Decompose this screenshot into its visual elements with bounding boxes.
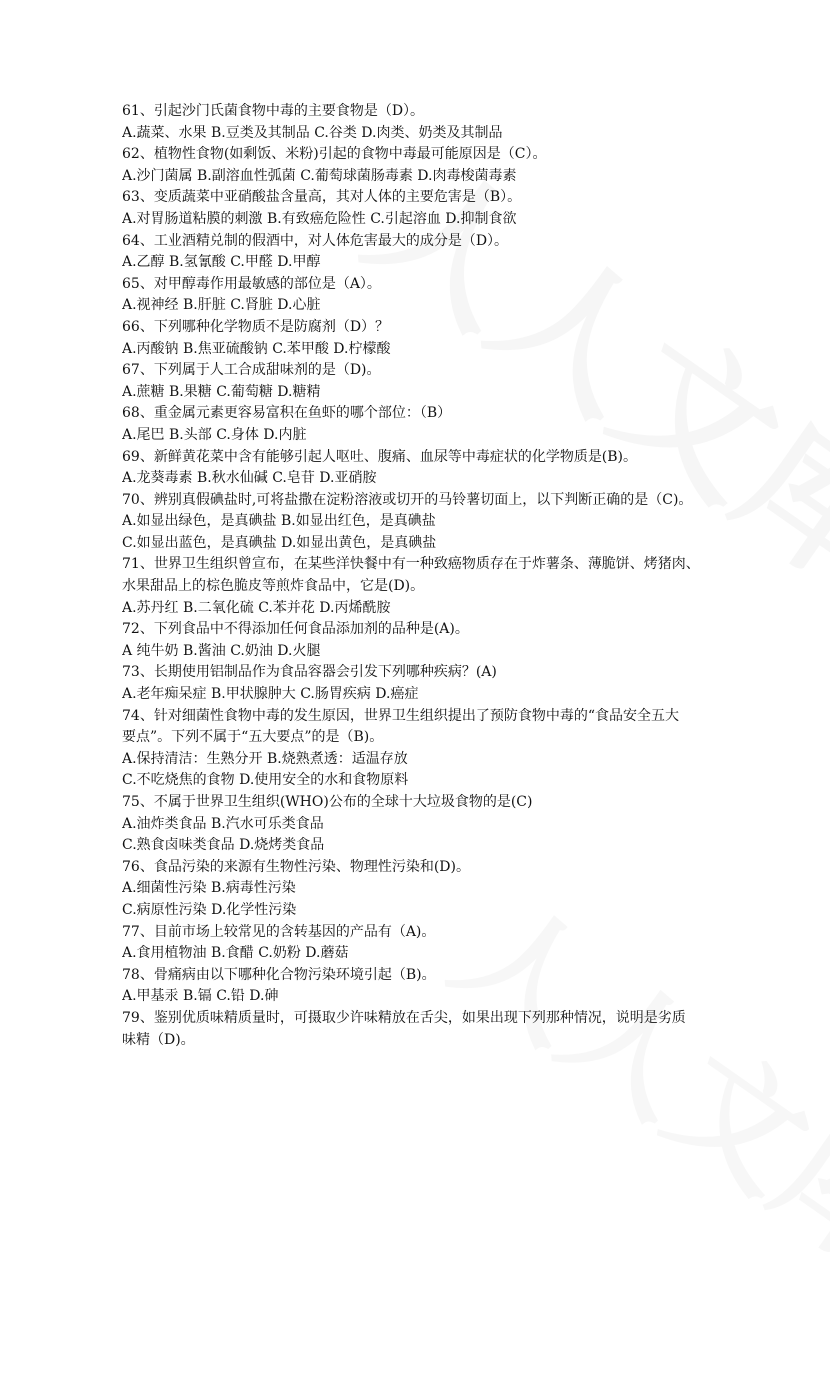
question-text: 65、对甲醇毒作用最敏感的部位是（A）。 [122,275,381,292]
answer-options: A.甲基汞 B.镉 C.铅 D.砷 [122,988,279,1005]
answer-options: C.熟食卤味类食品 D.烧烤类食品 [122,837,325,854]
answer-options: A.蔗糖 B.果糖 C.葡萄糖 D.糖精 [122,383,321,400]
answer-options: A.沙门菌属 B.副溶血性弧菌 C.葡萄球菌肠毒素 D.肉毒梭菌毒素 [122,167,517,184]
question-text: 73、长期使用铝制品作为食品容器会引发下列哪种疾病？(A) [122,664,497,681]
question-text: 74、针对细菌性食物中毒的发生原因，世界卫生组织提出了预防食物中毒的“食品安全五大 [122,707,679,724]
question-text: 76、食品污染的来源有生物性污染、物理性污染和(D)。 [122,858,470,875]
question-text: 69、新鲜黄花菜中含有能够引起人呕吐、腹痛、血尿等中毒症状的化学物质是(B)。 [122,448,638,465]
answer-options: C.如显出蓝色，是真碘盐 D.如显出黄色，是真碘盐 [122,534,437,551]
answer-options: 味精（D)。 [122,1031,195,1048]
question-text: 78、骨痛病由以下哪种化合物污染环境引起（B)。 [122,966,436,983]
answer-options: A.保持清洁：生熟分开 B.烧熟煮透：适温存放 [122,750,408,767]
question-text: 70、辨别真假碘盐时,可将盐撒在淀粉溶液或切开的马铃薯切面上，以下判断正确的是（C)。 [122,491,693,508]
answer-options: A.蔬菜、水果 B.豆类及其制品 C.谷类 D.肉类、奶类及其制品 [122,124,503,141]
question-text: 68、重金属元素更容易富积在鱼虾的哪个部位：（B） [122,405,452,422]
answer-options: A.对胃肠道粘膜的刺激 B.有致癌危险性 C.引起溶血 D.抑制食欲 [122,210,517,227]
question-text: 71、世界卫生组织曾宣布，在某些洋快餐中有一种致癌物质存在于炸薯条、薄脆饼、烤猪肉、 [122,556,700,573]
answer-options: A.龙葵毒素 B.秋水仙碱 C.皂苷 D.亚硝胺 [122,470,377,487]
question-text: 63、变质蔬菜中亚硝酸盐含量高，其对人体的主要危害是（B）。 [122,189,522,206]
question-text: 62、植物性食物(如剩饭、米粉)引起的食物中毒最可能原因是（C）。 [122,146,547,163]
answer-options: 要点”。下列不属于“五大要点”的是（B)。 [122,729,384,746]
document-body [122,101,714,1051]
answer-options: A.视神经 B.肝脏 C.肾脏 D.心脏 [122,297,321,314]
answer-options: A.尾巴 B.头部 C.身体 D.内脏 [122,426,307,443]
question-text: 72、下列食品中不得添加任何食品添加剂的品种是(A)。 [122,621,469,638]
answer-options: A.乙醇 B.氢氰酸 C.甲醛 D.甲醇 [122,254,321,271]
question-text: 67、下列属于人工合成甜味剂的是（D)。 [122,362,381,379]
question-text: 75、不属于世界卫生组织(WHO)公布的全球十大垃圾食物的是(C) [122,794,533,810]
answer-options: A.油炸类食品 B.汽水可乐类食品 [122,815,324,832]
answer-options: A 纯牛奶 B.酱油 C.奶油 D.火腿 [122,642,321,659]
question-text: 61、引起沙门氏菌食物中毒的主要食物是（D）。 [122,103,425,119]
answer-options: 水果甜品上的棕色脆皮等煎炸食品中，它是(D)。 [122,578,425,595]
answer-options: A.细菌性污染 B.病毒性污染 [122,880,296,897]
question-text: 77、目前市场上较常见的含转基因的产品有（A)。 [122,923,436,940]
question-text: 79、鉴别优质味精质量时，可摄取少许味精放在舌尖，如果出现下列那种情况，说明是劣质 [122,1009,686,1026]
answer-options: A.如显出绿色，是真碘盐 B.如显出红色，是真碘盐 [122,513,436,530]
question-text: 66、下列哪种化学物质不是防腐剂（D）？ [122,318,390,335]
question-text: 64、工业酒精兑制的假酒中，对人体危害最大的成分是（D）。 [122,232,509,249]
answer-options: A.丙酸钠 B.焦亚硫酸钠 C.苯甲酸 D.柠檬酸 [122,340,391,357]
answer-options: A.食用植物油 B.食醋 C.奶粉 D.蘑菇 [122,945,349,962]
answer-options: C.病原性污染 D.化学性污染 [122,901,297,918]
answer-options: A.苏丹红 B.二氧化硫 C.苯并花 D.丙烯酰胺 [122,599,391,616]
answer-options: A.老年痴呆症 B.甲状腺肿大 C.肠胃疾病 D.癌症 [122,686,419,703]
answer-options: C.不吃烧焦的食物 D.使用安全的水和食物原料 [122,772,409,789]
